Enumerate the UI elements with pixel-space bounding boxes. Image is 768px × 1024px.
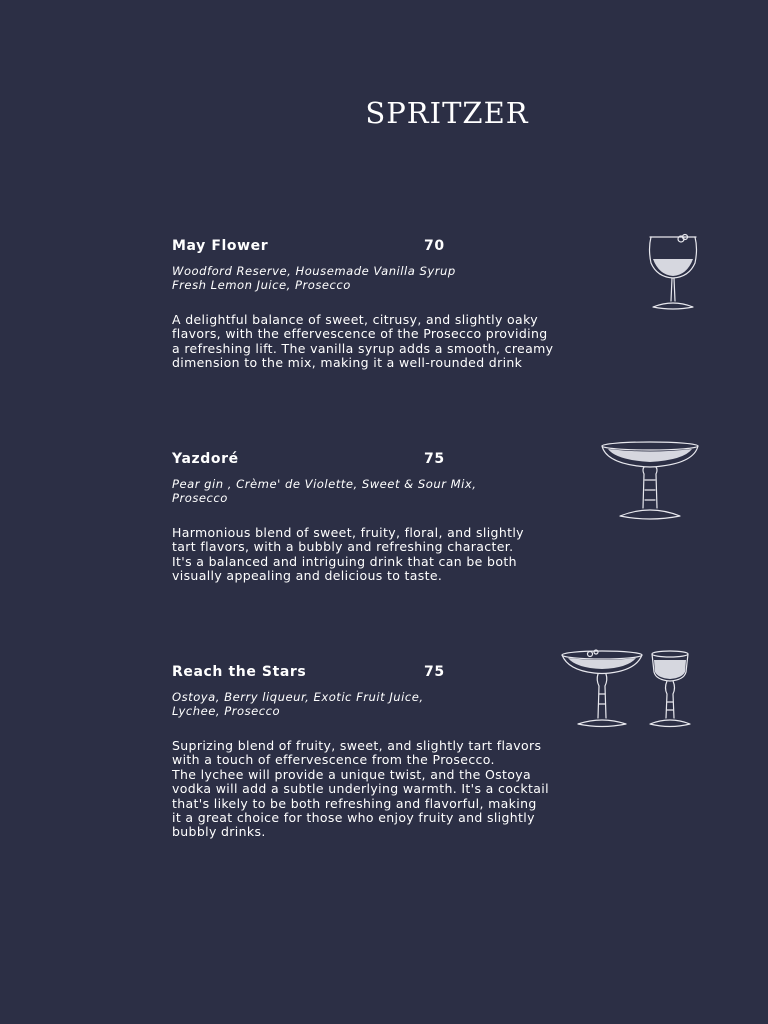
ingredients-line: Ostoya, Berry liqueur, Exotic Fruit Juice,	[172, 690, 424, 704]
item-name: Reach the Stars	[172, 664, 307, 680]
page-title: SPRITZER	[365, 96, 529, 130]
item-description: Harmonious blend of sweet, fruity, floral, and slightly tart flavors, with a bubbly and refreshing character. It's a balanced and intriguing drink that can be both visually appealing and delicious to taste.	[172, 525, 524, 584]
item-ingredients	[172, 264, 612, 292]
item-price: 70	[424, 238, 445, 254]
item-description: A delightful balance of sweet, citrusy, and slightly oaky flavors, with the effervescence of the Prosecco providing a refreshing lift. The vanilla syrup adds a smooth, creamy dimension to the mix, making it a well-rounded drink	[172, 312, 554, 371]
item-name: Yazdoré	[172, 451, 239, 467]
ingredients-line: Fresh Lemon Juice, Prosecco	[172, 278, 351, 292]
ingredients-line: Lychee, Prosecco	[172, 704, 281, 718]
ingredients-line: Pear gin , Crème' de Violette, Sweet & Sour Mix,	[172, 477, 477, 491]
item-description: Suprizing blend of fruity, sweet, and slightly tart flavors with a touch of effervescence from the Prosecco. The lychee will provide a unique twist, and the Ostoya vodka will add a subtle underlying warmth. It's a cocktail that's likely to be both refreshing and flavorful, making it a great choice for those who enjoy fruity and slightly bubbly drinks.	[172, 738, 549, 840]
item-ingredients	[172, 477, 612, 505]
coupe-glass-icon	[598, 440, 702, 522]
item-name: May Flower	[172, 238, 269, 254]
ingredients-line: Prosecco	[172, 491, 228, 505]
item-price: 75	[424, 664, 445, 680]
wine-glass-icon	[645, 233, 703, 311]
item-price: 75	[424, 451, 445, 467]
ingredients-line: Woodford Reserve, Housemade Vanilla Syrup	[172, 264, 456, 278]
coupe-and-cordial-glasses-icon	[560, 648, 695, 730]
item-ingredients	[172, 690, 612, 718]
